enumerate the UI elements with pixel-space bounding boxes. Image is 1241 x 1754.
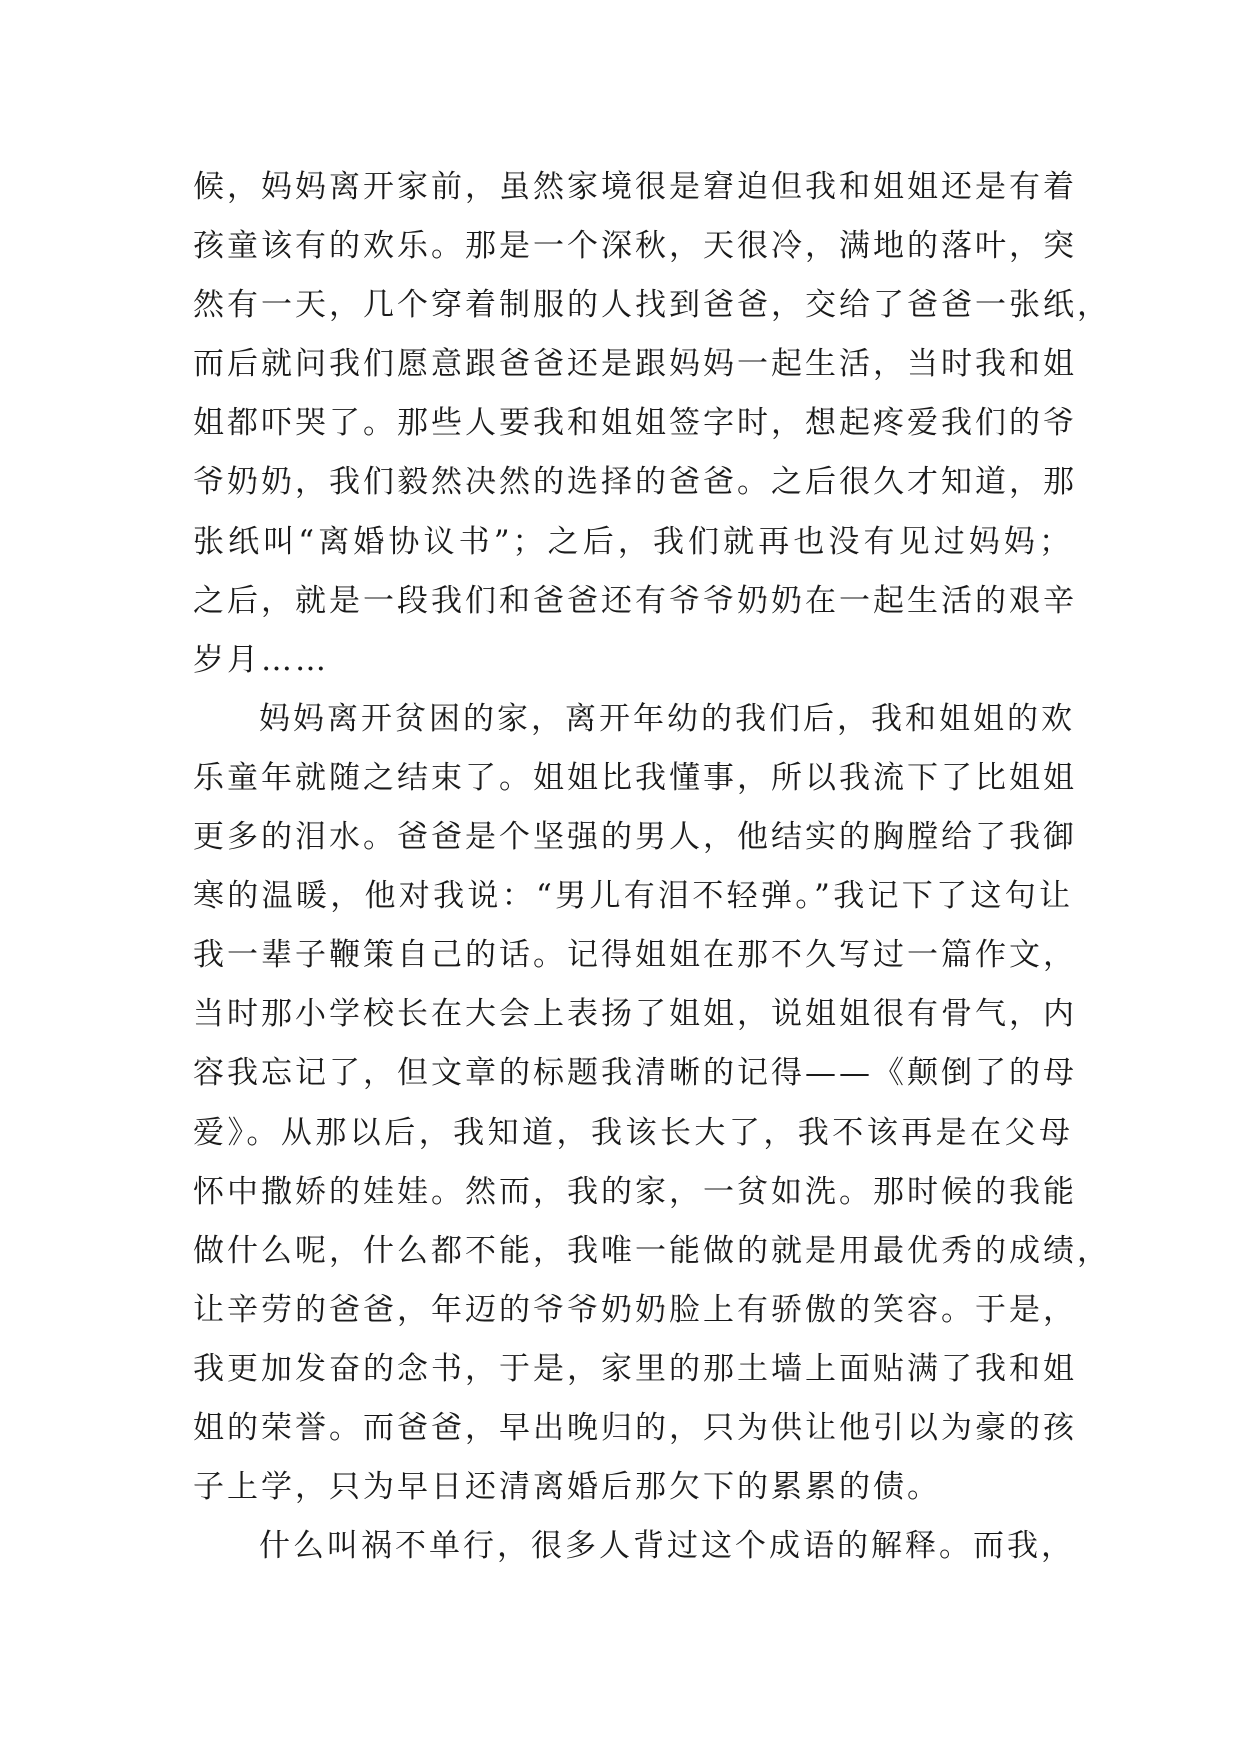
paragraph-first-line: 妈妈离开贫困的家，离开年幼的我们后，我和姐姐的欢 xyxy=(259,700,1075,737)
text-line: 姐的荣誉。而爸爸，早出晚归的，只为供让他引以为豪的孩 xyxy=(193,1409,1077,1446)
text-line: 怀中撒娇的娃娃。然而，我的家，一贫如洗。那时候的我能 xyxy=(193,1173,1077,1210)
text-line: 张纸叫“离婚协议书”；之后，我们就再也没有见过妈妈； xyxy=(193,523,1073,560)
text-line: 孩童该有的欢乐。那是一个深秋，天很冷，满地的落叶，突 xyxy=(193,228,1077,265)
text-line: 之后，就是一段我们和爸爸还有爷爷奶奶在一起生活的艰辛 xyxy=(193,582,1077,619)
body-text xyxy=(193,158,1111,1576)
text-line: 当时那小学校长在大会上表扬了姐姐，说姐姐很有骨气，内 xyxy=(193,996,1077,1033)
text-line: 寒的温暖，他对我说：“男儿有泪不轻弹。”我记下了这句让 xyxy=(193,878,1073,915)
text-line: 而后就问我们愿意跟爸爸还是跟妈妈一起生活，当时我和姐 xyxy=(193,346,1077,383)
text-line: 爱》。从那以后，我知道，我该长大了，我不该再是在父母 xyxy=(193,1114,1073,1151)
text-line: 乐童年就随之结束了。姐姐比我懂事，所以我流下了比姐姐 xyxy=(193,759,1077,796)
paragraph-first-line: 什么叫祸不单行，很多人背过这个成语的解释。而我， xyxy=(259,1528,1075,1565)
text-line: 姐都吓哭了。那些人要我和姐姐签字时，想起疼爱我们的爷 xyxy=(193,405,1077,442)
text-line: 让辛劳的爸爸，年迈的爷爷奶奶脸上有骄傲的笑容。于是， xyxy=(193,1291,1077,1328)
text-line: 子上学，只为早日还清离婚后那欠下的累累的债。 xyxy=(193,1469,941,1506)
text-line: 我更加发奋的念书，于是，家里的那土墙上面贴满了我和姐 xyxy=(193,1350,1077,1387)
text-line: 更多的泪水。爸爸是个坚强的男人，他结实的胸膛给了我御 xyxy=(193,819,1077,856)
text-line: 爷奶奶，我们毅然决然的选择的爸爸。之后很久才知道，那 xyxy=(193,464,1077,501)
text-line: 岁月…… xyxy=(193,641,329,678)
text-line: 容我忘记了，但文章的标题我清晰的记得——《颠倒了的母 xyxy=(193,1055,1077,1092)
text-line: 我一辈子鞭策自己的话。记得姐姐在那不久写过一篇作文， xyxy=(193,937,1077,974)
text-line: 候，妈妈离开家前，虽然家境很是窘迫但我和姐姐还是有着 xyxy=(193,169,1077,205)
text-line: 做什么呢，什么都不能，我唯一能做的就是用最优秀的成绩， xyxy=(193,1232,1111,1269)
text-line: 然有一天，几个穿着制服的人找到爸爸，交给了爸爸一张纸， xyxy=(193,287,1111,324)
